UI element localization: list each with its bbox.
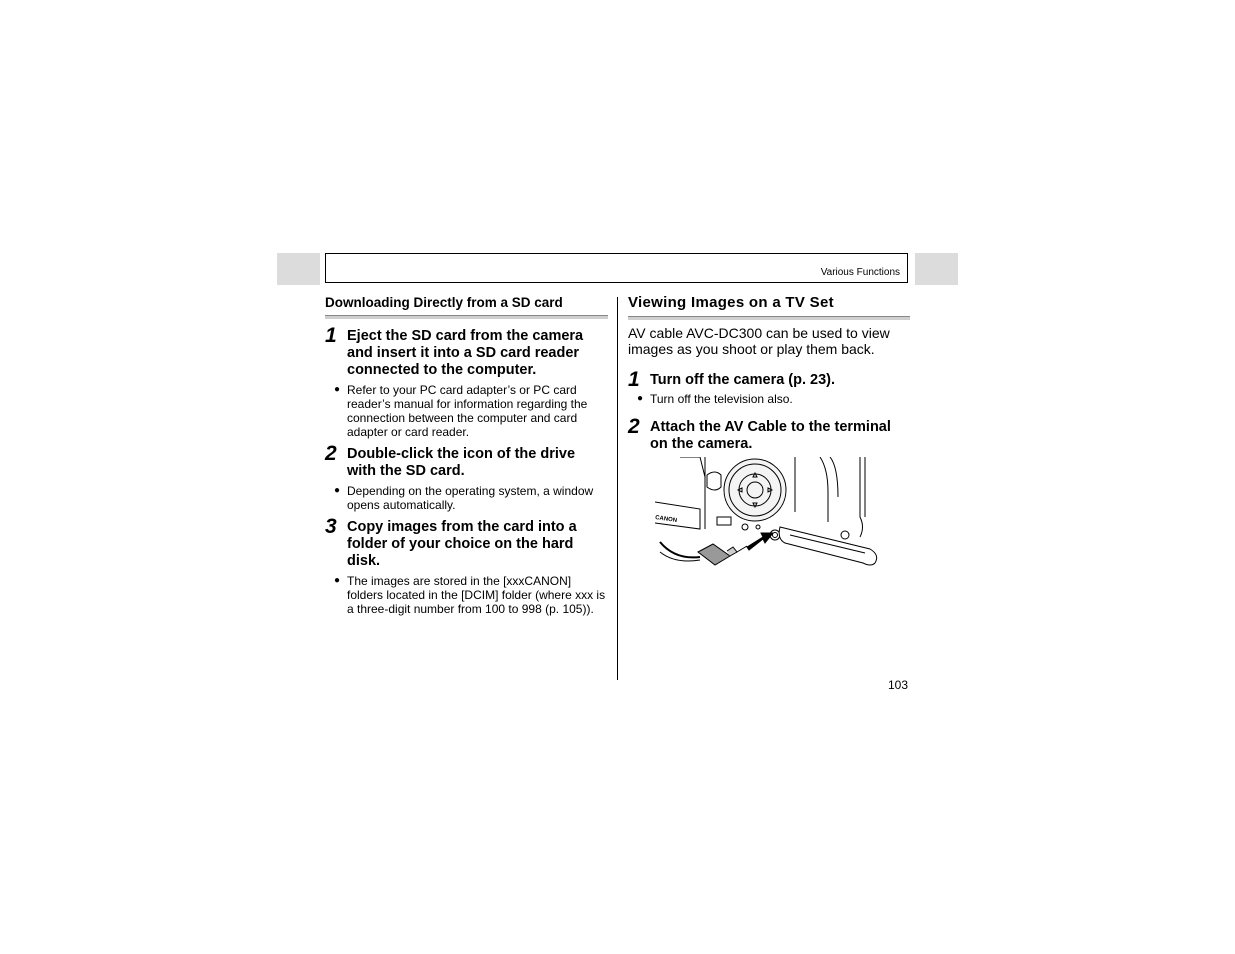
left-column <box>325 293 608 616</box>
step-number: 3 <box>325 515 337 538</box>
section-title-tv: Viewing Images on a TV Set <box>628 294 834 311</box>
right-tab-marker <box>915 253 958 285</box>
page-header <box>325 253 908 283</box>
bullet-text: Depending on the operating system, a window opens automatically. <box>347 484 594 512</box>
page-number: 103 <box>888 678 909 692</box>
bullet-note <box>334 383 608 439</box>
step-text: Turn off the camera (p. 23). <box>650 372 836 388</box>
camera-brand-label: CANON <box>655 515 678 525</box>
camera-av-cable-illustration <box>655 457 883 572</box>
section-title-download: Downloading Directly from a SD card <box>325 295 563 310</box>
bullet-note <box>637 392 910 406</box>
step-text: Copy images from the card into a folder of your choice on the hard disk. <box>347 519 577 569</box>
bullet-icon: ● <box>334 485 341 496</box>
bullet-icon: ● <box>334 575 341 586</box>
step-number: 1 <box>628 368 640 391</box>
title-rule <box>628 316 910 320</box>
step-text: Double-click the icon of the drive with the SD card. <box>347 446 576 479</box>
section-label: Various Functions <box>820 267 900 278</box>
bullet-text: The images are stored in the [xxxCANON] folders located in the [DCIM] folder (where xxx is a three-digit number from 100 to 998 (p. 105)). <box>347 574 606 616</box>
right-column <box>628 293 910 453</box>
left-tab-marker <box>277 253 320 285</box>
step-2-double-click <box>325 444 608 480</box>
step-2-attach <box>628 417 910 453</box>
step-text: Eject the SD card from the camera and insert it into a SD card reader connected to the computer. <box>347 328 584 378</box>
step-3-copy <box>325 517 608 570</box>
bullet-text: Refer to your PC card adapter’s or PC card reader’s manual for information regarding the connection between the computer and card adapter or card reader. <box>347 383 588 439</box>
step-number: 1 <box>325 324 337 347</box>
bullet-icon: ● <box>637 393 644 404</box>
step-1-eject <box>325 326 608 379</box>
title-rule <box>325 315 608 319</box>
bullet-note <box>334 484 608 512</box>
step-number: 2 <box>325 442 337 465</box>
bullet-icon: ● <box>334 384 341 395</box>
step-1-turn-off <box>628 370 910 390</box>
step-text: Attach the AV Cable to the terminal on the camera. <box>650 419 891 452</box>
bullet-text: Turn off the television also. <box>650 392 793 406</box>
bullet-note <box>334 574 608 616</box>
intro-text: AV cable AVC-DC300 can be used to view images as you shoot or play them back. <box>628 325 890 357</box>
column-divider <box>617 297 618 680</box>
step-number: 2 <box>628 415 640 438</box>
